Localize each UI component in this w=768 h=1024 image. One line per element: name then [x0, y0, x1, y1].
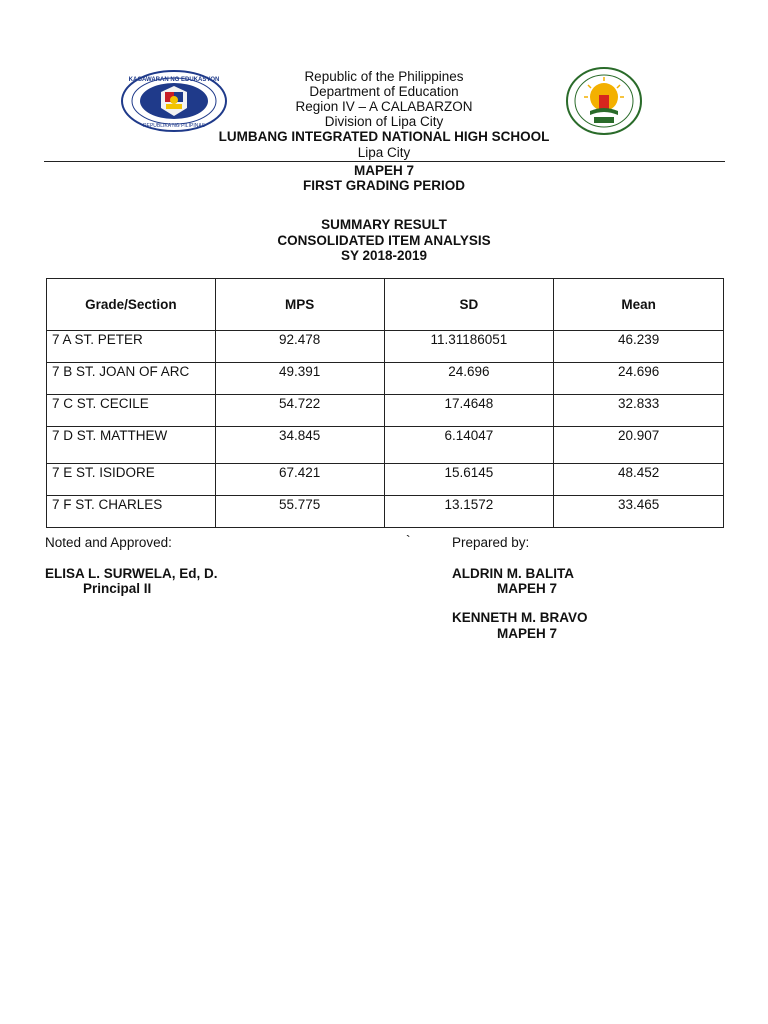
- prepared-by-label: Prepared by:: [452, 535, 530, 550]
- svg-text:KAGAWARAN NG EDUKASYON: KAGAWARAN NG EDUKASYON: [128, 77, 220, 83]
- col-header-sd: SD: [384, 279, 554, 331]
- cell-mps: 55.775: [215, 496, 384, 528]
- noted-approved-label: Noted and Approved:: [45, 535, 172, 550]
- table-row: [47, 464, 724, 496]
- header-republic: Republic of the Philippines: [304, 69, 464, 84]
- cell-mps: 49.391: [215, 363, 384, 395]
- cell-section: 7 F ST. CHARLES: [47, 496, 216, 528]
- teacher1-title: MAPEH 7: [497, 581, 558, 596]
- cell-mean: 20.907: [554, 427, 724, 464]
- svg-text:REPUBLIKA NG PILIPINAS: REPUBLIKA NG PILIPINAS: [143, 123, 205, 129]
- cell-section: 7 B ST. JOAN OF ARC: [47, 363, 216, 395]
- table-row: [47, 395, 724, 427]
- cell-mean: 46.239: [554, 331, 724, 363]
- header-region: Region IV – A CALABARZON: [295, 99, 473, 114]
- teacher1-name: ALDRIN M. BALITA: [452, 566, 574, 581]
- analysis-title: CONSOLIDATED ITEM ANALYSIS: [277, 233, 491, 248]
- cell-section: 7 C ST. CECILE: [47, 395, 216, 427]
- subject-title: MAPEH 7: [353, 163, 414, 178]
- teacher2-name: KENNETH M. BRAVO: [452, 610, 588, 625]
- cell-sd: 13.1572: [384, 496, 554, 528]
- cell-mps: 67.421: [215, 464, 384, 496]
- cell-sd: 15.6145: [384, 464, 554, 496]
- tick-mark: `: [406, 533, 411, 548]
- results-table: [46, 278, 724, 528]
- header-divider: [44, 161, 725, 162]
- cell-sd: 11.31186051: [384, 331, 554, 363]
- table-header-row: [47, 279, 724, 331]
- cell-mps: 92.478: [215, 331, 384, 363]
- header-division: Division of Lipa City: [324, 114, 444, 129]
- period-title: FIRST GRADING PERIOD: [302, 178, 465, 193]
- cell-sd: 6.14047: [384, 427, 554, 464]
- cell-sd: 17.4648: [384, 395, 554, 427]
- school-name: LUMBANG INTEGRATED NATIONAL HIGH SCHOOL: [218, 129, 550, 144]
- principal-name: ELISA L. SURWELA, Ed, D.: [45, 566, 218, 581]
- summary-title: SUMMARY RESULT: [321, 217, 447, 232]
- cell-sd: 24.696: [384, 363, 554, 395]
- cell-mps: 54.722: [215, 395, 384, 427]
- cell-mean: 32.833: [554, 395, 724, 427]
- col-header-mps: MPS: [215, 279, 384, 331]
- cell-mean: 48.452: [554, 464, 724, 496]
- table-row: [47, 363, 724, 395]
- table-row: [47, 331, 724, 363]
- cell-section: 7 E ST. ISIDORE: [47, 464, 216, 496]
- school-year: SY 2018-2019: [340, 248, 428, 263]
- cell-mean: 24.696: [554, 363, 724, 395]
- cell-section: 7 D ST. MATTHEW: [47, 427, 216, 464]
- col-header-mean: Mean: [554, 279, 724, 331]
- table-row: [47, 496, 724, 528]
- table-row: [47, 427, 724, 464]
- teacher2-title: MAPEH 7: [497, 626, 558, 641]
- col-header-grade-section: Grade/Section: [47, 279, 216, 331]
- header-city: Lipa City: [357, 145, 411, 160]
- cell-section: 7 A ST. PETER: [47, 331, 216, 363]
- cell-mean: 33.465: [554, 496, 724, 528]
- principal-title: Principal II: [83, 581, 152, 596]
- cell-mps: 34.845: [215, 427, 384, 464]
- header-department: Department of Education: [309, 84, 459, 99]
